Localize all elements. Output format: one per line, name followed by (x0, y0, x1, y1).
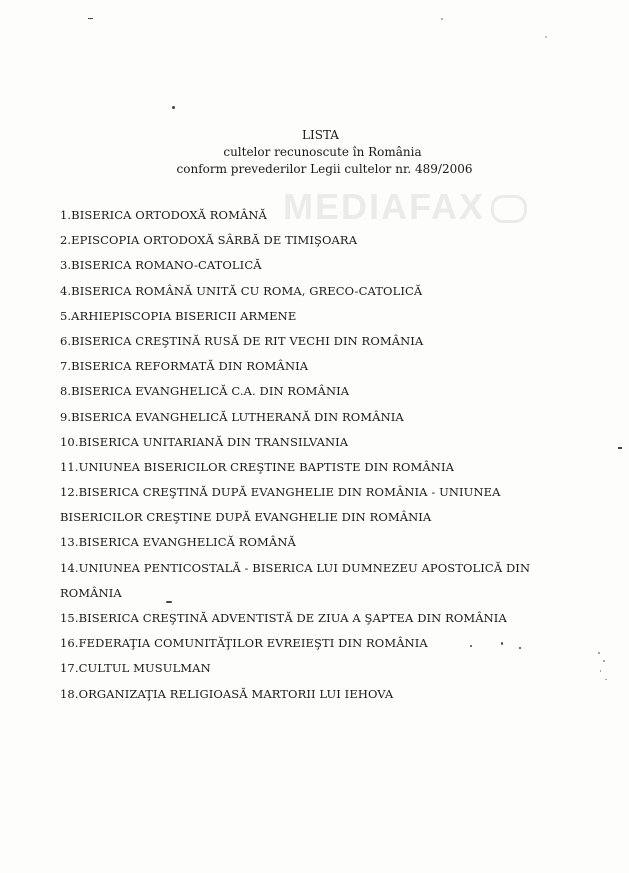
list-item: 6.BISERICA CREŞTINĂ RUSĂ DE RIT VECHI DIN ROMÂNIA (60, 333, 424, 348)
list-item: 2.EPISCOPIA ORTODOXĂ SÂRBĂ DE TIMIŞOARA (60, 233, 358, 248)
scan-speck (470, 645, 472, 647)
scan-speck (441, 18, 443, 20)
list-item: 8.BISERICA EVANGHELICĂ C.A. DIN ROMÂNIA (60, 384, 350, 399)
list-item: 10.BISERICA UNITARIANĂ DIN TRANSILVANIA (60, 434, 349, 449)
list-item: 12.BISERICA CREŞTINĂ DUPĂ EVANGHELIE DIN ROMÂNIA - UNIUNEA (60, 485, 501, 500)
document-subtitle: cultelor recunoscute în România (223, 145, 422, 159)
religious-cults-list (60, 203, 560, 707)
list-item: 14.UNIUNEA PENTICOSTALĂ - BISERICA LUI DUMNEZEU APOSTOLICĂ DIN (60, 560, 531, 575)
list-item: 16.FEDERAŢIA COMUNITĂŢILOR EVREIEŞTI DIN ROMÂNIA (60, 636, 428, 651)
list-item: 13.BISERICA EVANGHELICĂ ROMÂNĂ (60, 535, 296, 550)
scan-speck (598, 652, 600, 654)
document-law-reference: conform prevederilor Legii cultelor nr. 489/2006 (176, 162, 473, 176)
list-item-continuation: BISERICILOR CREŞTINE DUPĂ EVANGHELIE DIN ROMÂNIA (60, 510, 432, 525)
list-item: 11.UNIUNEA BISERICILOR CREŞTINE BAPTISTE DIN ROMÂNIA (60, 459, 455, 474)
scan-speck (545, 36, 547, 38)
watermark-text: MEDIAFAX (283, 186, 486, 227)
list-item: 3.BISERICA ROMANO-CATOLICĂ (60, 258, 262, 273)
list-item: 15.BISERICA CREŞTINĂ ADVENTISTĂ DE ZIUA A ŞAPTEA DIN ROMÂNIA (60, 611, 507, 625)
list-item: 9.BISERICA EVANGHELICĂ LUTHERANĂ DIN ROMÂNIA (60, 409, 404, 424)
list-item-continuation: ROMÂNIA (60, 585, 122, 600)
scan-speck (166, 601, 172, 603)
scan-speck (519, 647, 521, 649)
scan-speck (600, 670, 601, 672)
scan-speck (605, 679, 607, 680)
document-title: LISTA (302, 128, 339, 142)
scan-speck (618, 447, 622, 449)
scan-speck (88, 18, 93, 19)
list-item: 7.BISERICA REFORMATĂ DIN ROMÂNIA (60, 359, 309, 374)
scan-speck (172, 106, 175, 109)
list-item: 4.BISERICA ROMÂNĂ UNITĂ CU ROMA, GRECO-CATOLICĂ (60, 283, 423, 298)
list-item: 18.ORGANIZAŢIA RELIGIOASĂ MARTORII LUI IEHOVA (60, 686, 394, 701)
list-item: 1.BISERICA ORTODOXĂ ROMÂNĂ (60, 208, 267, 222)
scan-speck (603, 660, 605, 662)
list-item: 5.ARHIEPISCOPIA BISERICII ARMENE (60, 308, 297, 323)
list-item: 17.CULTUL MUSULMAN (60, 661, 211, 676)
scan-speck (501, 642, 503, 645)
